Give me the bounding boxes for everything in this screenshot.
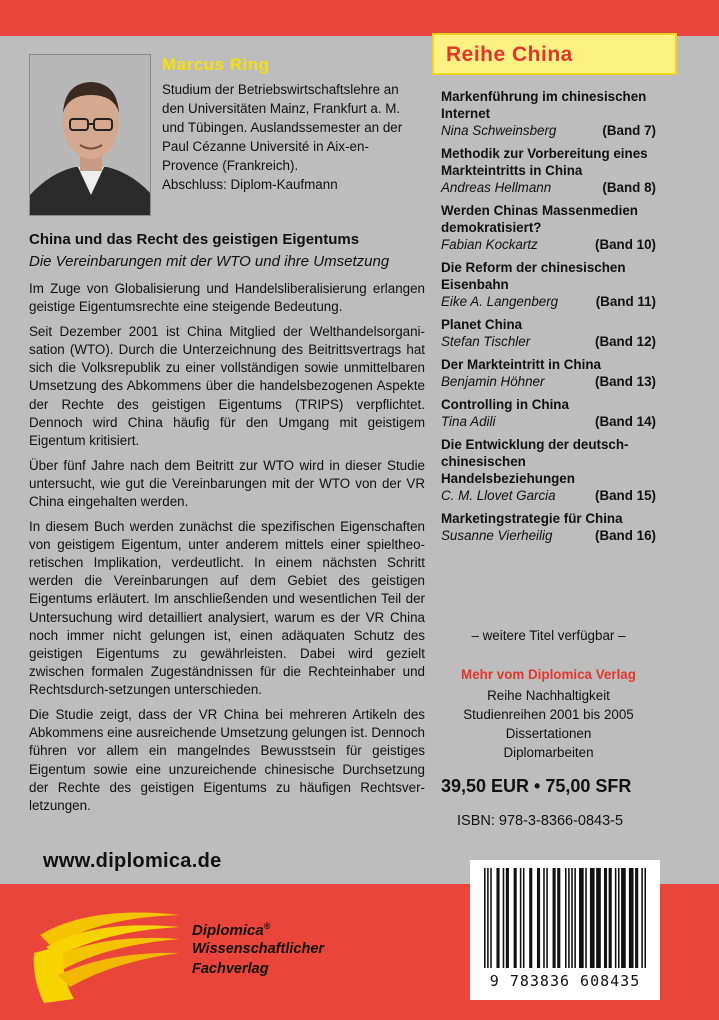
series-item-author: Nina Schweinsberg	[441, 123, 557, 138]
isbn: ISBN: 978-3-8366-0843-5	[457, 813, 624, 829]
author-bio	[162, 80, 424, 194]
logo-subtitle-line2: Fachverlag	[192, 961, 269, 977]
barcode-bar	[553, 868, 556, 968]
barcode-bar	[557, 868, 560, 968]
book-title: China und das Recht des geistigen Eigentums	[29, 231, 360, 248]
barcode-bar	[568, 868, 570, 968]
series-item-band: (Band 8)	[602, 180, 656, 195]
description-paragraph: In diesem Buch werden zunächst die spezifischen Eigenschaften von geistigem Eigentum, unter anderem mittels einer spieltheo-retischen Implikation, verdeutlicht. In einem nächsten Schritt werden die Vereinbarungen auf dem Gebiet des geistigen Eigentums erläutert. Im anschließenden und wesentlichen Teil der Untersuchung wird detailliert analysiert, warum es der VR China noch immer nicht gelungen ist, einen adäquaten Schutz des geistigen Eigentums zu gewährleisten. Dabei wird gezielt zwischen formalen Zugeständnissen für die Rechteinhaber und Rechtsdurch-setzungen unterschieden.	[29, 518, 425, 698]
website-url[interactable]: www.diplomica.de	[43, 850, 222, 872]
barcode-bar	[644, 868, 646, 968]
barcode-bar	[621, 868, 626, 968]
series-item-title: Werden Chinas Massenmedien demokratisiert?	[441, 203, 638, 235]
series-item-band: (Band 13)	[594, 374, 656, 389]
barcode-bars-icon	[484, 868, 646, 968]
list-item	[441, 356, 656, 390]
series-item-author: Eike A. Langenberg	[441, 294, 559, 309]
barcode-bar	[520, 868, 522, 968]
book-description	[29, 280, 425, 822]
series-item-title: Markenführung im chinesischen Internet	[441, 89, 647, 121]
publisher-more-heading: Mehr vom Diplomica Verlag	[461, 667, 636, 682]
series-item-author: Tina Adili	[441, 414, 496, 429]
publisher-more-line: Studienreihen 2001 bis 2005	[463, 707, 634, 722]
barcode	[470, 860, 660, 1000]
description-paragraph: Im Zuge von Globalisierung und Handelsliberalisierung erlangen geistige Eigentumsrechte eine steigende Bedeutung.	[29, 281, 425, 315]
barcode-bar	[496, 868, 499, 968]
list-item	[441, 436, 656, 504]
series-item-band: (Band 7)	[602, 123, 656, 138]
list-item	[441, 145, 656, 196]
registered-mark: ®	[263, 921, 271, 931]
description-paragraph: Die Studie zeigt, dass der VR China bei mehreren Artikeln des Abkommens eine ausreichende Umsetzung gelungen ist. Dennoch führen vor allem ein mangelndes Bewusstsein für geistiges Eigentum sowie eine unzureichende chinesische Durchsetzung der Rechte des geistigen Eigentums zu häufigen Rechtsver-letzungen.	[29, 707, 426, 814]
barcode-bar	[615, 868, 617, 968]
barcode-bar	[506, 868, 509, 968]
series-item-band: (Band 16)	[594, 528, 656, 543]
barcode-bar	[484, 868, 486, 968]
barcode-bar	[565, 868, 567, 968]
series-item-band: (Band 10)	[594, 237, 656, 252]
publisher-more-line: Dissertationen	[505, 726, 592, 741]
top-red-band	[0, 0, 719, 36]
barcode-bar	[490, 868, 492, 968]
publisher-more-list	[441, 686, 656, 762]
list-item	[441, 202, 656, 253]
barcode-bar	[571, 868, 573, 968]
barcode-bar	[596, 868, 601, 968]
author-name: Marcus Ring	[162, 55, 270, 74]
barcode-bar	[641, 868, 643, 968]
barcode-bar	[579, 868, 584, 968]
series-item-title: Planet China	[441, 317, 523, 332]
author-photo	[29, 54, 151, 216]
series-item-band: (Band 12)	[594, 334, 656, 349]
barcode-bar	[618, 868, 620, 968]
author-degree: Abschluss: Diplom-Kaufmann	[162, 177, 338, 192]
series-item-title: Der Markteintritt in China	[441, 357, 601, 372]
barcode-bar	[529, 868, 532, 968]
barcode-bar	[487, 868, 489, 968]
series-list	[441, 88, 656, 550]
logo-subtitle-line1: Wissenschaftlicher	[192, 941, 325, 957]
barcode-bar	[574, 868, 576, 968]
series-item-band: (Band 14)	[594, 414, 656, 429]
series-item-author: C. M. Llovet Garcia	[441, 488, 556, 503]
description-paragraph: Seit Dezember 2001 ist China Mitglied der Welthandelsorgani-sation (WTO). Durch die Unterzeichnung des Beitrittsvertrags hat sich die Volksrepublik zu einer vollständigen sowie unmittelbaren Umsetzung des Abkommens über die handelsbezogenen Aspekte der Rechte des geistigen Eigentums (TRIPS) verpflichtet. Dennoch wird China häufig für den Umgang mit geistigem Eigentum kritisiert.	[29, 323, 425, 449]
list-item	[441, 88, 656, 139]
barcode-bar	[609, 868, 612, 968]
publisher-more-line: Diplomarbeiten	[503, 745, 594, 760]
series-item-author: Stefan Tischler	[441, 334, 531, 349]
author-portrait-icon	[30, 55, 151, 216]
logo-brand-name: Diplomica	[192, 922, 264, 939]
series-item-author: Susanne Vierheilig	[441, 528, 553, 543]
series-heading-box	[432, 33, 677, 75]
barcode-bar	[503, 868, 505, 968]
list-item	[441, 510, 656, 544]
series-item-author: Fabian Kockartz	[441, 237, 538, 252]
barcode-bar	[514, 868, 517, 968]
barcode-bar	[523, 868, 525, 968]
barcode-bar	[590, 868, 595, 968]
series-item-author: Andreas Hellmann	[441, 180, 552, 195]
series-item-title: Controlling in China	[441, 397, 569, 412]
series-item-title: Marketingstrategie für China	[441, 511, 623, 526]
price: 39,50 EUR • 75,00 SFR	[441, 776, 632, 796]
list-item	[441, 259, 656, 310]
barcode-bar	[629, 868, 634, 968]
book-subtitle: Die Vereinbarungen mit der WTO und ihre Umsetzung	[29, 253, 390, 270]
series-heading: Reihe China	[446, 43, 573, 66]
series-item-band: (Band 15)	[594, 488, 656, 503]
series-item-author: Benjamin Höhner	[441, 374, 545, 389]
series-item-title: Die Reform der chinesischen Eisenbahn	[441, 260, 626, 292]
more-titles-note: – weitere Titel verfügbar –	[471, 628, 626, 643]
barcode-digits: 9 783836 608435	[489, 972, 641, 990]
author-bio-text: Studium der Betriebswirtschaftslehre an den Universitäten Mainz, Frankfurt a. M. und Tübingen. Auslandssemester an der Paul Cézanne Université in Aix-en-Provence (Frankreich).	[162, 82, 403, 173]
series-item-title: Methodik zur Vorbereitung eines Markteintritts in China	[441, 146, 648, 178]
description-paragraph: Über fünf Jahre nach dem Beitritt zur WTO wird in dieser Studie untersucht, wie gut die Vereinbarungen mit der WTO von der VR China eingehalten werden.	[29, 457, 425, 510]
logo-brand	[192, 921, 270, 939]
barcode-bar	[537, 868, 540, 968]
diplomica-logo-icon	[30, 895, 190, 1005]
barcode-bar	[546, 868, 548, 968]
barcode-bar	[604, 868, 607, 968]
list-item	[441, 396, 656, 430]
series-item-band: (Band 11)	[595, 294, 656, 309]
barcode-bar	[585, 868, 587, 968]
barcode-bar	[543, 868, 545, 968]
list-item	[441, 316, 656, 350]
series-item-title: Die Entwicklung der deutsch-chinesischen Handelsbeziehungen	[441, 437, 629, 486]
barcode-bar	[635, 868, 638, 968]
publisher-more-line: Reihe Nachhaltigkeit	[487, 688, 610, 703]
